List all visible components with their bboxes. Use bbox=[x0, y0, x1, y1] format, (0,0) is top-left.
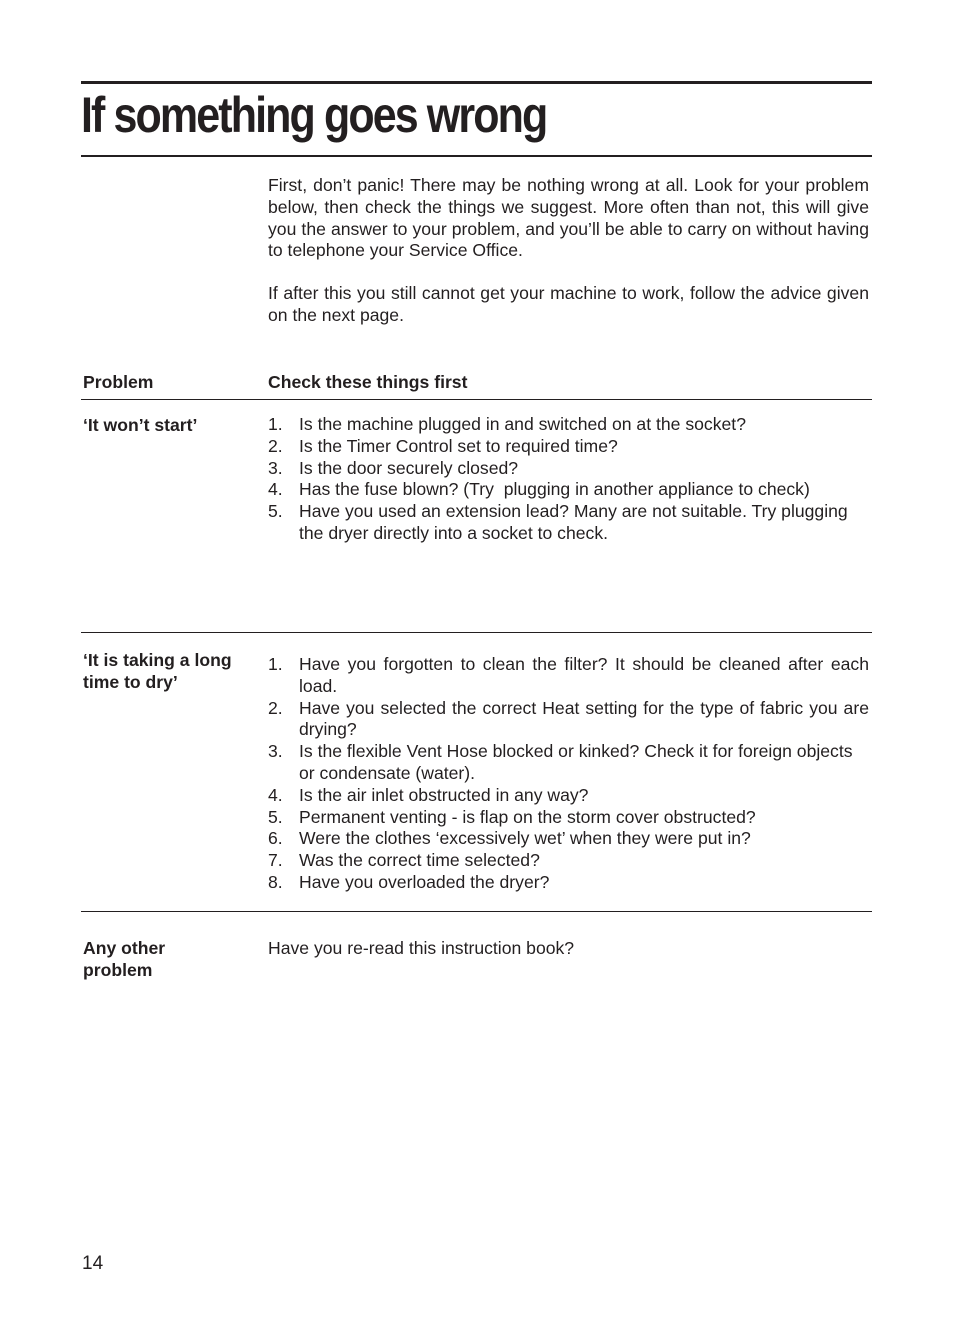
list-text: Have you forgotten to clean the filter? It should be cleaned after each load. bbox=[299, 654, 869, 696]
list-number: 3. bbox=[268, 457, 283, 478]
list-number: 2. bbox=[268, 435, 283, 456]
page-title: If something goes wrong bbox=[81, 87, 547, 143]
list-item bbox=[268, 850, 869, 872]
list-number: 6. bbox=[268, 828, 283, 849]
problem-label-long-dry: ‘It is taking a long time to dry’ bbox=[83, 650, 232, 692]
list-text: Is the air inlet obstructed in any way? bbox=[299, 784, 589, 805]
header-rule bbox=[81, 399, 872, 400]
intro-paragraph-1: First, don’t panic! There may be nothing wrong at all. Look for your problem below, then check the things we suggest. More often than not, this will give you the answer to your problem, and you’ll be able to carry on without having to telephone your Service Office. bbox=[268, 175, 869, 261]
list-item bbox=[268, 698, 869, 742]
intro-paragraph-2: If after this you still cannot get your machine to work, follow the advice given on the next page. bbox=[268, 283, 869, 325]
list-item bbox=[268, 807, 869, 829]
list-text: Was the correct time selected? bbox=[299, 850, 540, 871]
list-text: Is the Timer Control set to required time? bbox=[299, 435, 618, 456]
list-item bbox=[268, 436, 869, 458]
list-number: 5. bbox=[268, 806, 283, 827]
list-item bbox=[268, 828, 869, 850]
list-number: 1. bbox=[268, 414, 283, 434]
list-item bbox=[268, 785, 869, 807]
list-item bbox=[268, 872, 869, 894]
page-number: 14 bbox=[82, 1253, 104, 1274]
row-divider-1 bbox=[81, 632, 872, 633]
list-text: Have you selected the correct Heat setting for the type of fabric you are drying? bbox=[299, 697, 869, 740]
list-number: 4. bbox=[268, 479, 283, 500]
checklist-wont-start bbox=[268, 414, 869, 545]
problem-label-other: Any other problem bbox=[83, 938, 166, 980]
column-header-problem: Problem bbox=[83, 372, 154, 392]
list-text: Is the machine plugged in and switched on at the socket? bbox=[299, 414, 746, 434]
column-header-check: Check these things first bbox=[268, 372, 468, 392]
list-number: 3. bbox=[268, 741, 283, 762]
problem-label-wont-start: ‘It won’t start’ bbox=[83, 415, 198, 435]
list-text: Has the fuse blown? (Try plugging in another appliance to check) bbox=[299, 479, 810, 500]
list-item bbox=[268, 414, 869, 436]
list-item bbox=[268, 654, 869, 698]
row-divider-2 bbox=[81, 911, 872, 912]
list-text: Have you used an extension lead? Many are not suitable. Try plugging the dryer directly into a socket to check. bbox=[299, 501, 848, 543]
list-text: Have you overloaded the dryer? bbox=[299, 871, 550, 892]
list-number: 5. bbox=[268, 501, 283, 522]
list-number: 7. bbox=[268, 850, 283, 871]
list-text: Is the door securely closed? bbox=[299, 457, 519, 478]
list-number: 8. bbox=[268, 871, 283, 892]
answer-other: Have you re-read this instruction book? bbox=[268, 938, 575, 958]
checklist-long-dry bbox=[268, 654, 869, 894]
list-text: Permanent venting - is flap on the storm cover obstructed? bbox=[299, 806, 756, 827]
list-item bbox=[268, 479, 869, 501]
list-text: Is the flexible Vent Hose blocked or kinked? Check it for foreign objects or condensate (water). bbox=[299, 741, 853, 783]
list-item bbox=[268, 741, 869, 785]
list-item bbox=[268, 458, 869, 480]
list-text: Were the clothes ‘excessively wet’ when they were put in? bbox=[299, 828, 751, 849]
list-number: 1. bbox=[268, 654, 283, 674]
list-number: 2. bbox=[268, 697, 283, 718]
title-bottom-rule bbox=[81, 155, 872, 157]
list-number: 4. bbox=[268, 784, 283, 805]
list-item bbox=[268, 501, 869, 545]
